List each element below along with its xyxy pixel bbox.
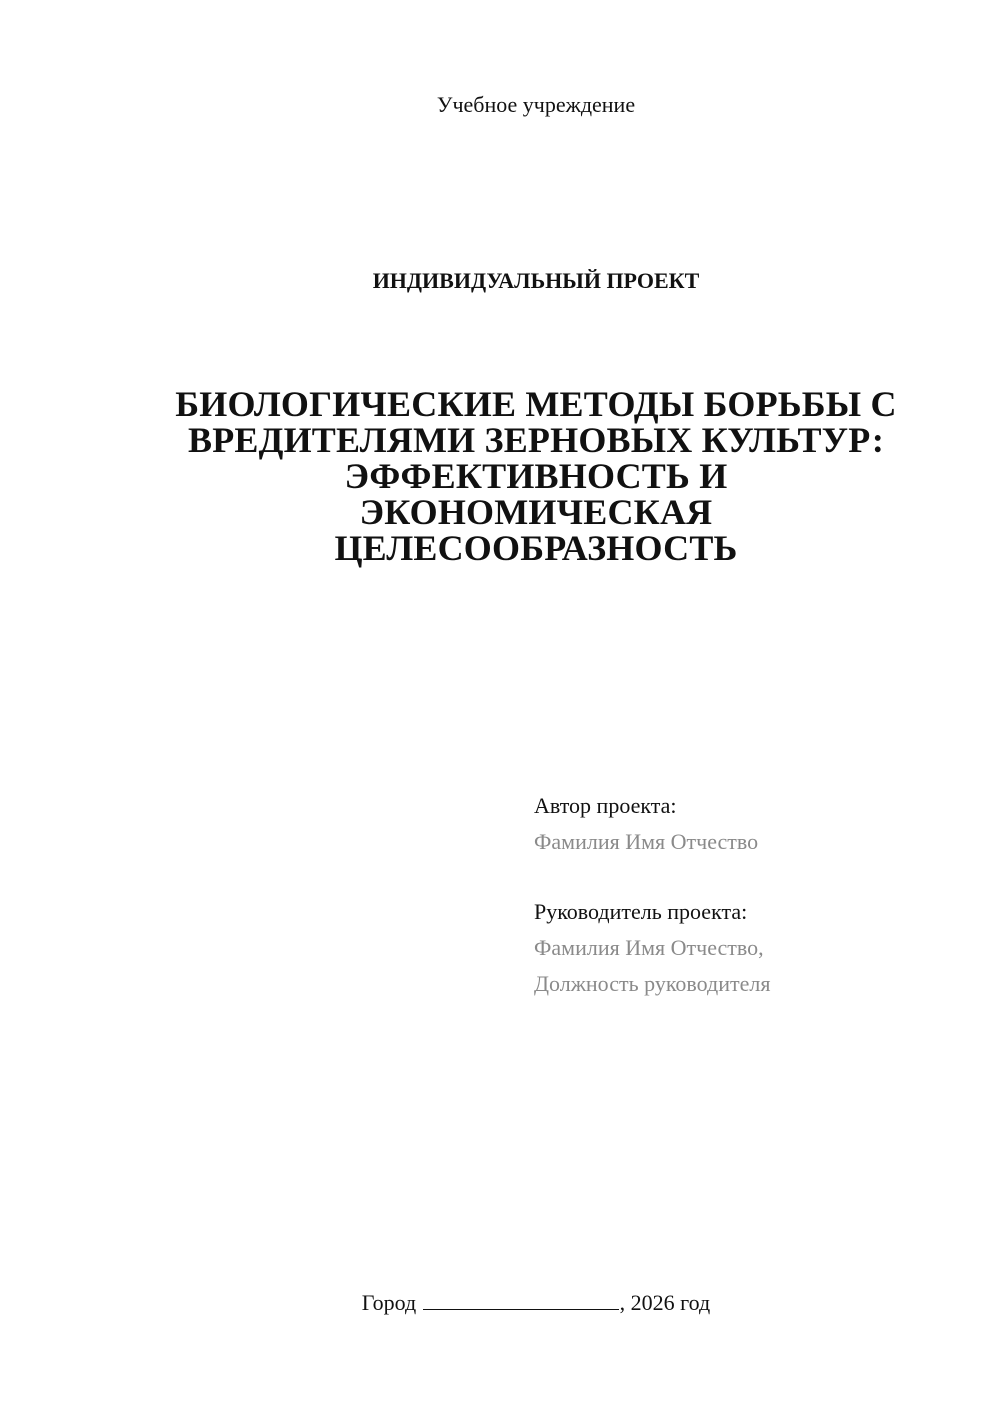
- author-label: Автор проекта:: [534, 793, 677, 818]
- city-blank-line: [423, 1291, 619, 1310]
- city-year-line: [0, 1290, 1000, 1316]
- institution-name: Учебное учреждение: [436, 92, 636, 117]
- author-name-placeholder: Фамилия Имя Отчество: [534, 829, 759, 854]
- year-text: , 2026 год: [619, 1290, 711, 1315]
- project-title-line: ЦЕЛЕСООБРАЗНОСТЬ: [334, 528, 738, 568]
- project-people-block: [534, 788, 954, 1002]
- spacer: [534, 860, 954, 894]
- project-title: [140, 386, 932, 566]
- city-label: Город: [361, 1290, 417, 1315]
- project-title-line: ВРЕДИТЕЛЯМИ ЗЕРНОВЫХ КУЛЬТУР:: [187, 420, 885, 460]
- project-title-line: ЭФФЕКТИВНОСТЬ И: [344, 456, 728, 496]
- supervisor-name-placeholder: Фамилия Имя Отчество,: [534, 935, 764, 960]
- supervisor-label: Руководитель проекта:: [534, 899, 748, 924]
- project-title-line: БИОЛОГИЧЕСКИЕ МЕТОДЫ БОРЬБЫ С: [175, 384, 897, 424]
- project-title-line: ЭКОНОМИЧЕСКАЯ: [359, 492, 713, 532]
- project-type-heading: ИНДИВИДУАЛЬНЫЙ ПРОЕКТ: [372, 268, 700, 293]
- supervisor-position-placeholder: Должность руководителя: [534, 971, 771, 996]
